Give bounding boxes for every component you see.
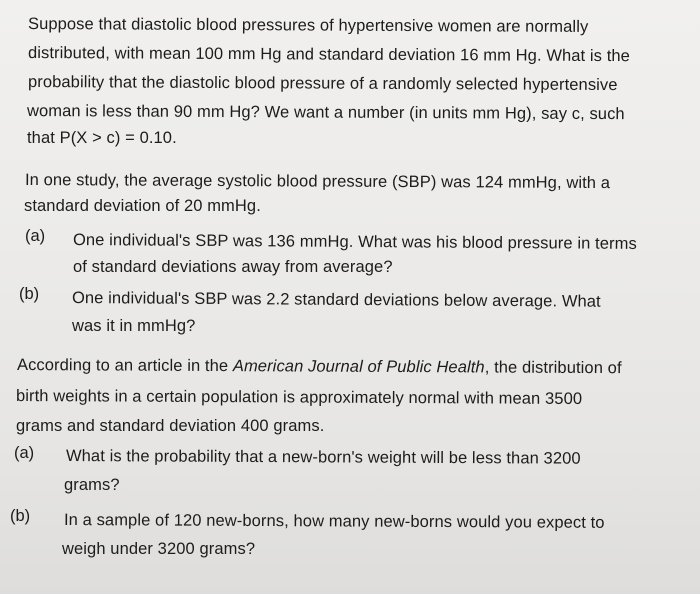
problem-1-line-2: distributed, with mean 100 mm Hg and standard deviation 16 mm Hg. What is the (27, 44, 631, 66)
problem-3-intro-line-3: grams and standard deviation 400 grams. (16, 417, 325, 435)
problem-3-part-b-label: (b) (10, 507, 31, 525)
problem-3-part-b-line-1: In a sample of 120 new-borns, how many new-borns would you expect to (63, 511, 605, 532)
problem-2-intro-line-1: In one study, the average systolic blood pressure (SBP) was 124 mmHg, with a (24, 171, 611, 193)
problem-3-part-a-label: (a) (14, 444, 35, 462)
problem-2-part-b-line-1: One individual's SBP was 2.2 standard deviations below average. What (71, 289, 601, 311)
problem-3-part-a-line-1: What is the probability that a new-born's weight will be less than 3200 (65, 447, 581, 468)
problem-3-part-b-line-2: weigh under 3200 grams? (62, 540, 256, 558)
problem-1-line-4: woman is less than 90 mm Hg? We want a number (in units mm Hg), say c, such (26, 102, 625, 124)
problem-2-intro-line-2: standard deviation of 20 mmHg. (24, 197, 261, 215)
problem-1-line-5: that P(X > c) = 0.10. (27, 129, 177, 147)
problem-3-intro-text-after: , the distribution of (484, 358, 622, 378)
problem-2-part-a-line-2: of standard deviations away from average? (73, 258, 393, 276)
problem-2-part-a-line-1: One individual's SBP was 136 mmHg. What was his blood pressure in terms (72, 231, 637, 253)
problem-2-part-a-label: (a) (25, 227, 46, 245)
problem-3-part-a-line-2: grams? (64, 476, 120, 494)
problem-2-part-b-line-2: was it in mmHg? (72, 317, 196, 335)
problem-2-part-b-label: (b) (19, 285, 40, 303)
problem-1-line-3: probability that the diastolic blood pressure of a randomly selected hypertensive (27, 73, 618, 95)
problem-3-intro-line-1 (17, 355, 622, 378)
problem-1-line-1: Suppose that diastolic blood pressures of hypertensive women are normally (27, 15, 589, 36)
problem-3-intro-text-before: According to an article in the (16, 356, 233, 376)
problem-3-intro-line-2: birth weights in a certain population is approximately normal with mean 3500 (15, 387, 583, 408)
journal-title: American Journal of Public Health (232, 357, 485, 377)
